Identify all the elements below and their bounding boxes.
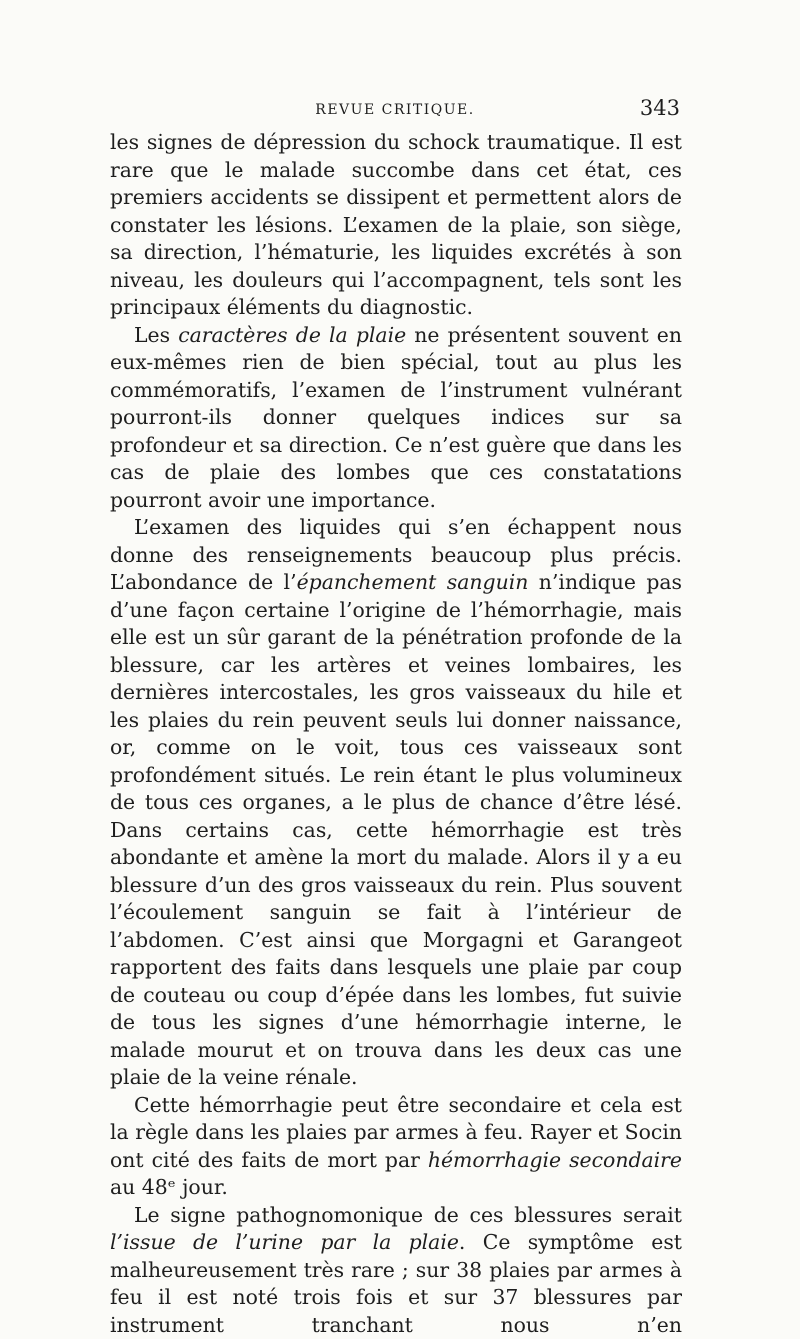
paragraph-2-emphasis: caractères de la plaie: [178, 323, 406, 347]
paragraph-5-emphasis: l’issue de l’urine par la plaie: [110, 1230, 459, 1254]
paragraph-2-text-a: Les: [134, 323, 178, 347]
paragraph-2-text-b: ne présentent souvent en eux-mêmes rien de bien spécial, tout au plus les commémoratifs, l’examen de l’instrument vulnérant pourront-ils donner quelques indices sur sa profondeur et sa direction. Ce n’est guère que dans les cas de plaie des lombes que ces constatations pourront avoir une importance.: [110, 323, 682, 512]
paragraph-5-text-a: Le signe pathognomonique de ces blessures serait: [134, 1203, 682, 1227]
paragraph-3-text-a: L’examen des liquides qui s’en échappent nous donne des renseignements beaucoup plus précis. L’abondance de l’: [110, 515, 682, 594]
paragraph-4-text-b: au 48ᵉ jour.: [110, 1175, 228, 1199]
paragraph-3-emphasis: épanchement sanguin: [297, 570, 529, 594]
paragraph-4: [110, 1092, 682, 1202]
paragraph-5: [110, 1202, 682, 1339]
page-header: [110, 96, 680, 122]
paragraph-5-text-b: . Ce symptôme est malheureusement très rare ; sur 38 plaies par armes à feu il est noté trois fois et sur 37 blessures par instrument tranchant nous n’en: [110, 1230, 682, 1337]
paragraph-2: [110, 322, 682, 515]
paragraph-4-emphasis: hémorrhagie secondaire: [428, 1148, 682, 1172]
paragraph-4-text-a: Cette hémorrhagie peut être secondaire et cela est la règle dans les plaies par armes à feu. Rayer et Socin ont cité des faits de mort par: [110, 1093, 682, 1172]
paragraph-3: [110, 514, 682, 1092]
body-text: [110, 129, 682, 1339]
running-title: REVUE CRITIQUE.: [110, 102, 680, 118]
paragraph-1-text: les signes de dépression du schock traumatique. Il est rare que le malade succombe dans cet état, ces premiers accidents se dissipent et permettent alors de constater les lésions. L’examen de la plaie, son siège, sa direction, l’hématurie, les liquides excrétés à son niveau, les douleurs qui l’accompagnent, tels sont les principaux éléments du diagnostic.: [110, 130, 682, 319]
page-number: 343: [640, 96, 680, 120]
paragraph-1: [110, 129, 682, 322]
paragraph-3-text-b: n’indique pas d’une façon certaine l’origine de l’hémorrhagie, mais elle est un sûr garant de la pénétration profonde de la blessure, car les artères et veines lombaires, les dernières intercostales, les gros vaisseaux du hile et les plaies du rein peuvent seuls lui donner naissance, or, comme on le voit, tous ces vaisseaux sont profondément situés. Le rein étant le plus volumineux de tous ces organes, a le plus de chance d’être lésé. Dans certains cas, cette hémorrhagie est très abondante et amène la mort du malade. Alors il y a eu blessure d’un des gros vaisseaux du rein. Plus souvent l’écoulement sanguin se fait à l’intérieur de l’abdomen. C’est ainsi que Morgagni et Garangeot rapportent des faits dans lesquels une plaie par coup de couteau ou coup d’épée dans les lombes, fut suivie de tous les signes d’une hémorrhagie interne, le malade mourut et on trouva dans les deux cas une plaie de la veine rénale.: [110, 570, 682, 1089]
